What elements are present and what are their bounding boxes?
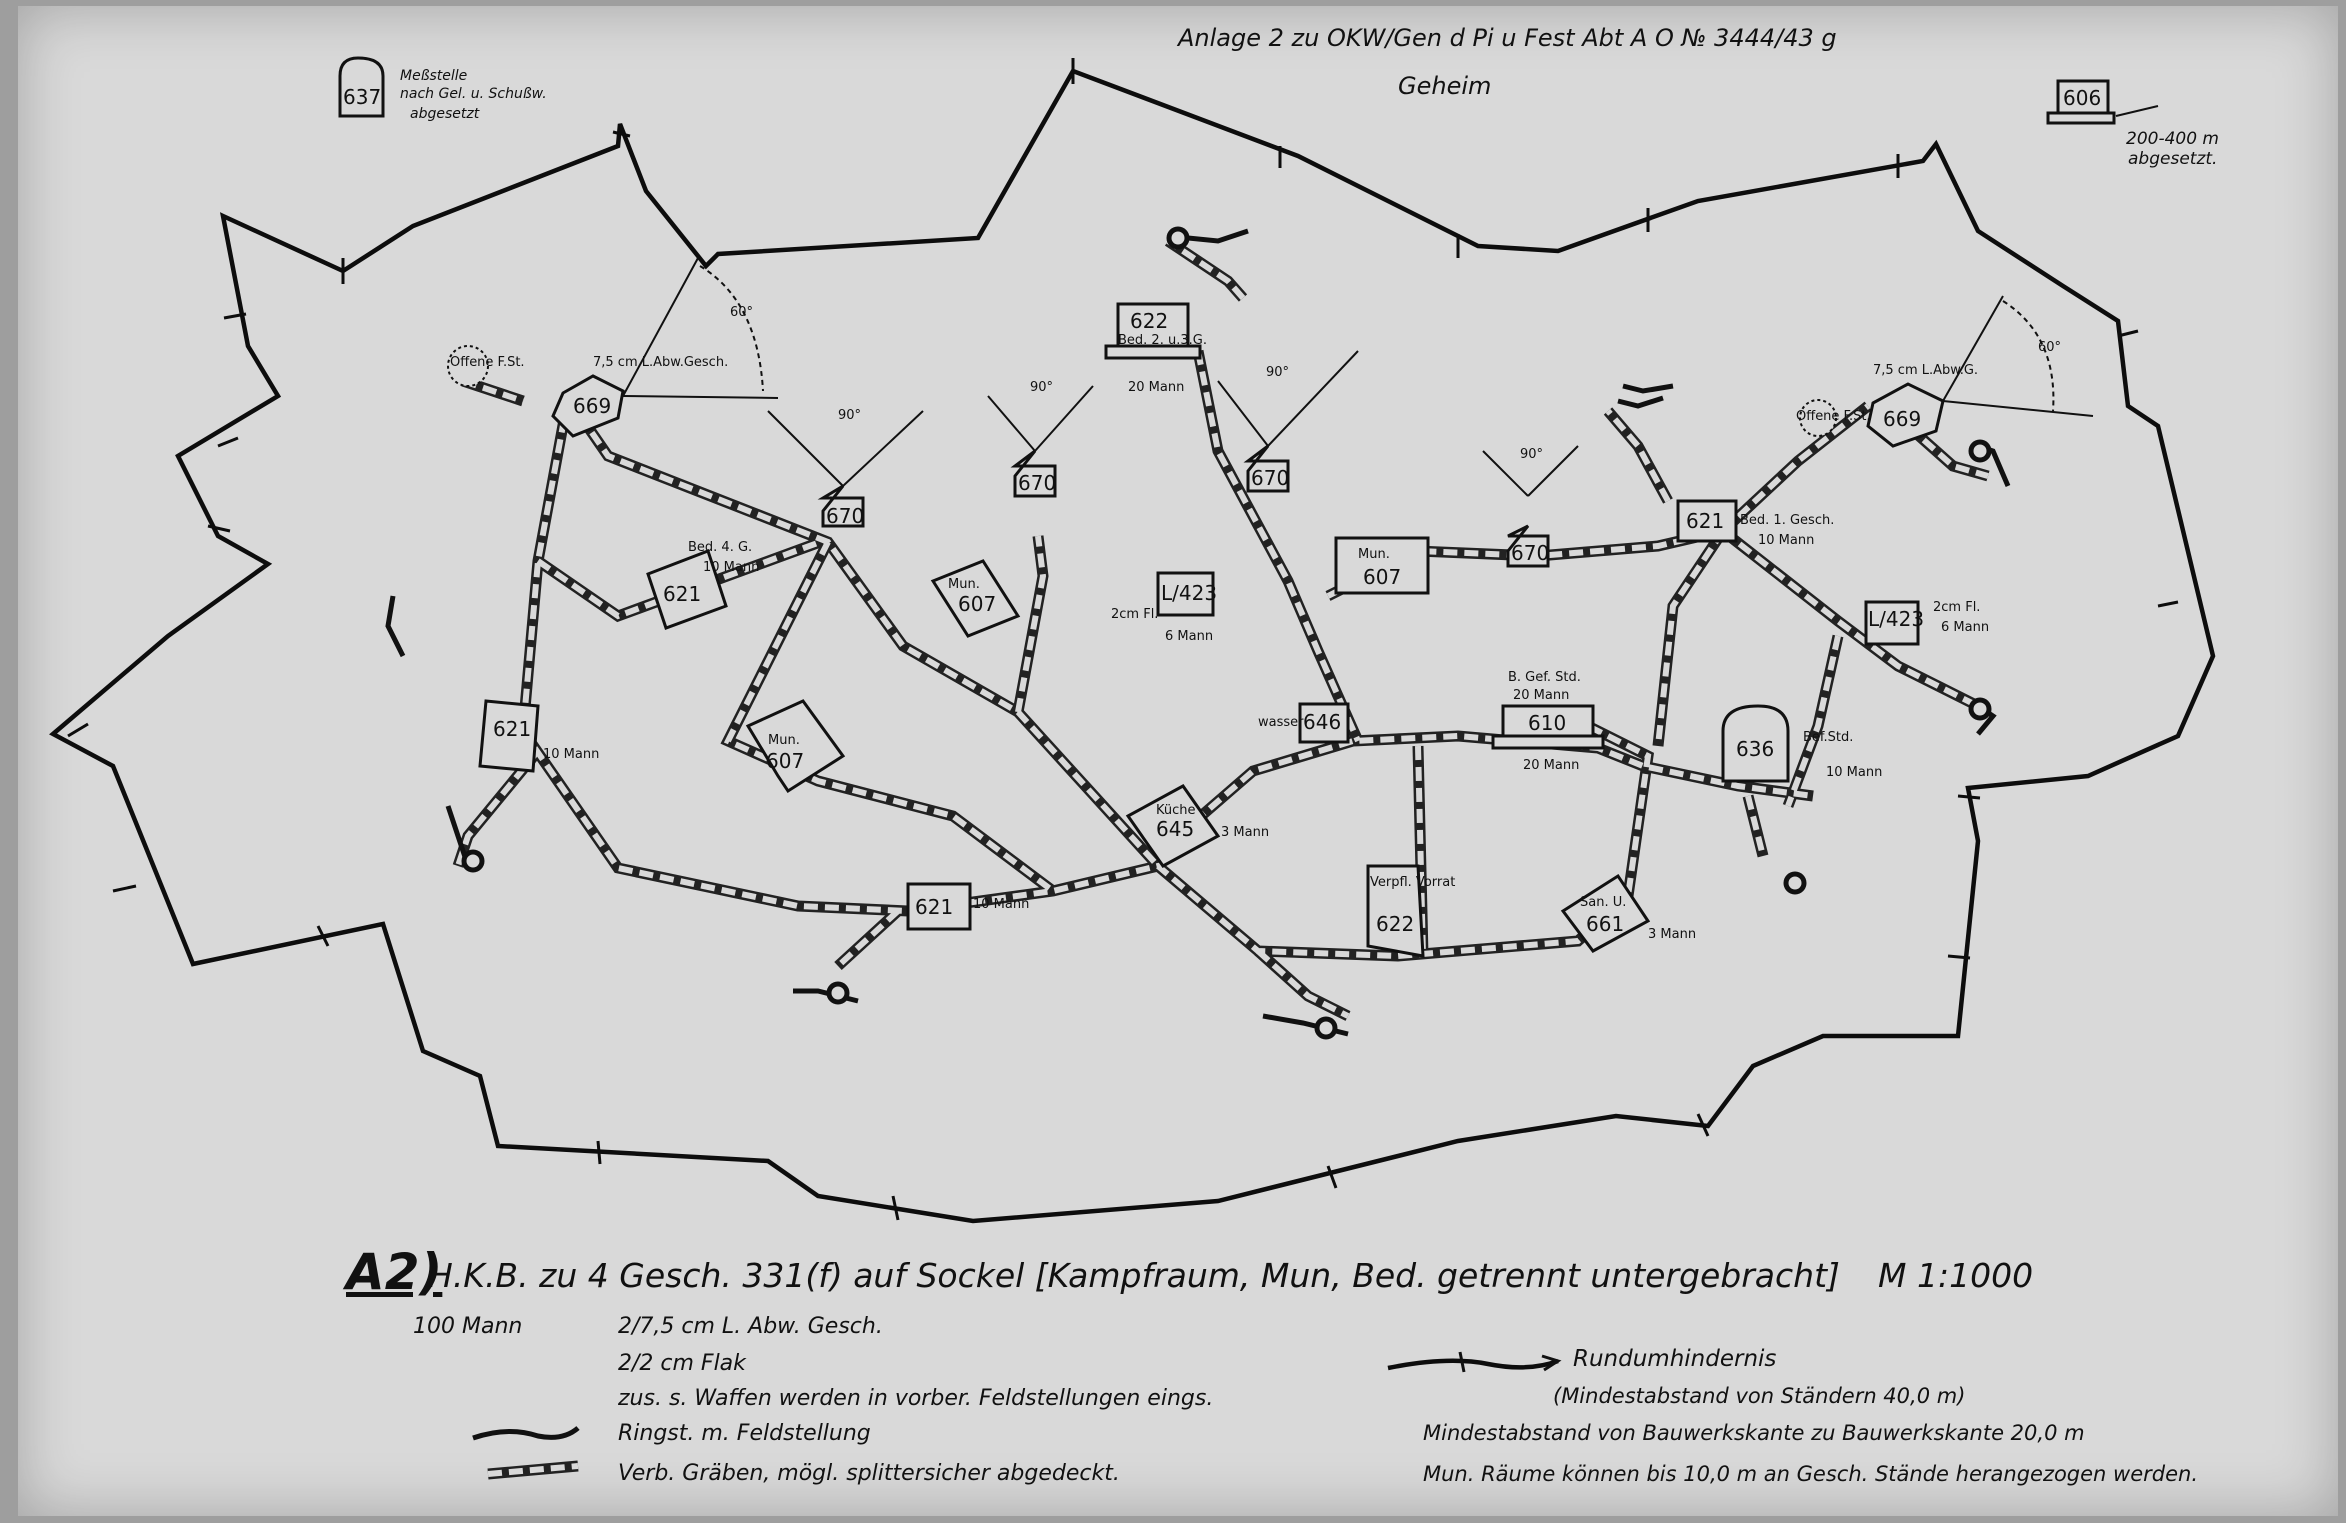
svg-text:90°: 90° — [838, 408, 862, 423]
svg-text:San. U.: San. U. — [1580, 895, 1627, 910]
svg-text:7,5 cm L.Abw.Gesch.: 7,5 cm L.Abw.Gesch. — [593, 355, 729, 370]
svg-text:646: 646 — [1303, 710, 1342, 734]
svg-text:wasser: wasser — [1258, 715, 1304, 730]
svg-text:20 Mann: 20 Mann — [1128, 380, 1185, 395]
svg-text:2cm Fl.: 2cm Fl. — [1933, 600, 1981, 615]
svg-text:3 Mann: 3 Mann — [1221, 825, 1270, 840]
structure-610 — [1493, 670, 1603, 773]
svg-text:622: 622 — [1376, 912, 1415, 936]
title-marker: A2) — [346, 1243, 443, 1301]
svg-text:636: 636 — [1736, 737, 1775, 761]
svg-text:Offene F.St.: Offene F.St. — [450, 355, 525, 370]
svg-text:661: 661 — [1586, 912, 1625, 936]
svg-text:Bef.Std.: Bef.Std. — [1803, 730, 1854, 745]
gun-position-670-a — [768, 408, 923, 528]
svg-text:L/423: L/423 — [1161, 581, 1218, 605]
svg-text:B. Gef. Std.: B. Gef. Std. — [1508, 670, 1581, 685]
svg-text:3 Mann: 3 Mann — [1648, 927, 1697, 942]
svg-text:Bed. 2. u.3.G.: Bed. 2. u.3.G. — [1118, 333, 1207, 348]
svg-text:607: 607 — [766, 749, 805, 773]
classification-label: Geheim — [1398, 72, 1492, 100]
note-606 — [2048, 81, 2219, 169]
legend-ringst: Ringst. m. Feldstellung — [618, 1421, 871, 1446]
svg-text:200-400 m: 200-400 m — [2126, 129, 2219, 149]
structure-622-top — [1106, 304, 1207, 395]
svg-text:Bed. 4. G.: Bed. 4. G. — [688, 540, 753, 555]
svg-text:20 Mann: 20 Mann — [1523, 758, 1580, 773]
gun-position-669-right — [1796, 296, 2093, 446]
svg-text:Mun.: Mun. — [768, 733, 800, 748]
svg-text:670: 670 — [1511, 541, 1550, 565]
svg-text:610: 610 — [1528, 711, 1567, 735]
svg-text:10 Mann: 10 Mann — [1758, 533, 1815, 548]
field-position — [388, 596, 403, 656]
svg-text:90°: 90° — [1520, 447, 1544, 462]
legend-mun-note: Mun. Räume können bis 10,0 m an Gesch. Stände herangezogen werden. — [1423, 1462, 2199, 1486]
svg-text:621: 621 — [1686, 509, 1725, 533]
svg-text:10 Mann: 10 Mann — [543, 747, 600, 762]
svg-text:Küche: Küche — [1156, 803, 1196, 818]
svg-text:621: 621 — [663, 582, 702, 606]
svg-text:669: 669 — [573, 394, 612, 418]
svg-text:6 Mann: 6 Mann — [1165, 629, 1214, 644]
structure-607-right — [1336, 538, 1428, 593]
svg-text:60°: 60° — [730, 305, 754, 320]
structure-621-upper — [648, 540, 759, 628]
svg-text:670: 670 — [1018, 471, 1057, 495]
strength-label: 100 Mann — [413, 1314, 523, 1339]
svg-text:645: 645 — [1156, 817, 1195, 841]
legend-min-distance: Mindestabstand von Bauwerkskante zu Bauwerkskante 20,0 m — [1423, 1421, 2085, 1445]
plan-title: H.K.B. zu 4 Gesch. 331(f) auf Sockel [Kampfraum, Mun, Bed. getrennt untergebracht] — [428, 1256, 1840, 1295]
svg-text:Offene F.St.: Offene F.St. — [1796, 409, 1871, 424]
svg-text:Mun.: Mun. — [1358, 547, 1390, 562]
structure-423-right — [1866, 600, 1989, 644]
legend-symbol-ringst — [473, 1428, 578, 1438]
gun-position-669-left — [448, 258, 778, 436]
legend-trenches: Verb. Gräben, mögl. splittersicher abgedeckt. — [618, 1461, 1120, 1486]
svg-text:621: 621 — [915, 895, 954, 919]
svg-text:622: 622 — [1130, 309, 1169, 333]
svg-text:abgesetzt: abgesetzt — [410, 106, 480, 122]
structure-423-mid — [1111, 573, 1217, 644]
svg-text:Bed. 1. Gesch.: Bed. 1. Gesch. — [1740, 513, 1835, 528]
svg-text:Meßstelle: Meßstelle — [400, 68, 468, 84]
structure-607-mid — [933, 561, 1018, 636]
structure-622-verpfl — [1368, 866, 1455, 956]
weapon-line-3: zus. s. Waffen werden in vorber. Feldstellungen eings. — [618, 1386, 1214, 1411]
svg-text:607: 607 — [1363, 565, 1402, 589]
note-637 — [340, 58, 547, 122]
weapon-line-2: 2/2 cm Flak — [618, 1351, 746, 1376]
map-sheet — [18, 6, 2338, 1516]
legend-symbol-trench — [488, 1466, 578, 1474]
weapon-line-1: 2/7,5 cm L. Abw. Gesch. — [618, 1314, 883, 1339]
svg-text:60°: 60° — [2038, 340, 2062, 355]
svg-text:10 Mann: 10 Mann — [1826, 765, 1883, 780]
plan-scale: M 1:1000 — [1878, 1256, 2034, 1295]
svg-text:6 Mann: 6 Mann — [1941, 620, 1990, 635]
svg-text:10 Mann: 10 Mann — [973, 897, 1030, 912]
svg-text:nach Gel. u. Schußw.: nach Gel. u. Schußw. — [400, 86, 547, 102]
structure-646 — [1258, 704, 1348, 742]
svg-text:2cm Fl.: 2cm Fl. — [1111, 607, 1159, 622]
gun-position-670-d — [1483, 446, 1578, 566]
svg-text:90°: 90° — [1030, 380, 1054, 395]
svg-text:90°: 90° — [1266, 365, 1290, 380]
gun-position-670-b — [988, 380, 1093, 496]
svg-text:20 Mann: 20 Mann — [1513, 688, 1570, 703]
svg-text:670: 670 — [826, 504, 865, 528]
svg-text:607: 607 — [958, 592, 997, 616]
legend-perimeter-note: (Mindestabstand von Ständern 40,0 m) — [1553, 1384, 1966, 1408]
reference-header: Anlage 2 zu OKW/Gen d Pi u Fest Abt A O № 3444/43 g — [1178, 24, 1837, 52]
structure-621-right — [1678, 501, 1834, 548]
svg-text:Verpfl. Vorrat: Verpfl. Vorrat — [1370, 875, 1456, 890]
field-position — [1618, 398, 1663, 406]
legend-perimeter: Rundumhindernis — [1573, 1346, 1777, 1372]
structure-607-left — [748, 701, 843, 791]
perimeter-obstacle — [53, 71, 2213, 1221]
legend-symbol-perimeter — [1388, 1352, 1558, 1372]
field-position — [1623, 386, 1673, 391]
structure-621-bottom — [908, 884, 1029, 929]
svg-text:10 Mann: 10 Mann — [703, 560, 760, 575]
svg-text:621: 621 — [493, 717, 532, 741]
svg-text:Mun.: Mun. — [948, 577, 980, 592]
svg-text:abgesetzt.: abgesetzt. — [2128, 149, 2218, 169]
svg-text:669: 669 — [1883, 407, 1922, 431]
svg-text:L/423: L/423 — [1868, 607, 1925, 631]
gun-position-670-c — [1218, 351, 1358, 491]
svg-text:606: 606 — [2063, 86, 2102, 110]
svg-text:670: 670 — [1251, 466, 1290, 490]
svg-text:7,5 cm L.Abw.G.: 7,5 cm L.Abw.G. — [1873, 363, 1979, 378]
svg-text:637: 637 — [343, 85, 382, 109]
